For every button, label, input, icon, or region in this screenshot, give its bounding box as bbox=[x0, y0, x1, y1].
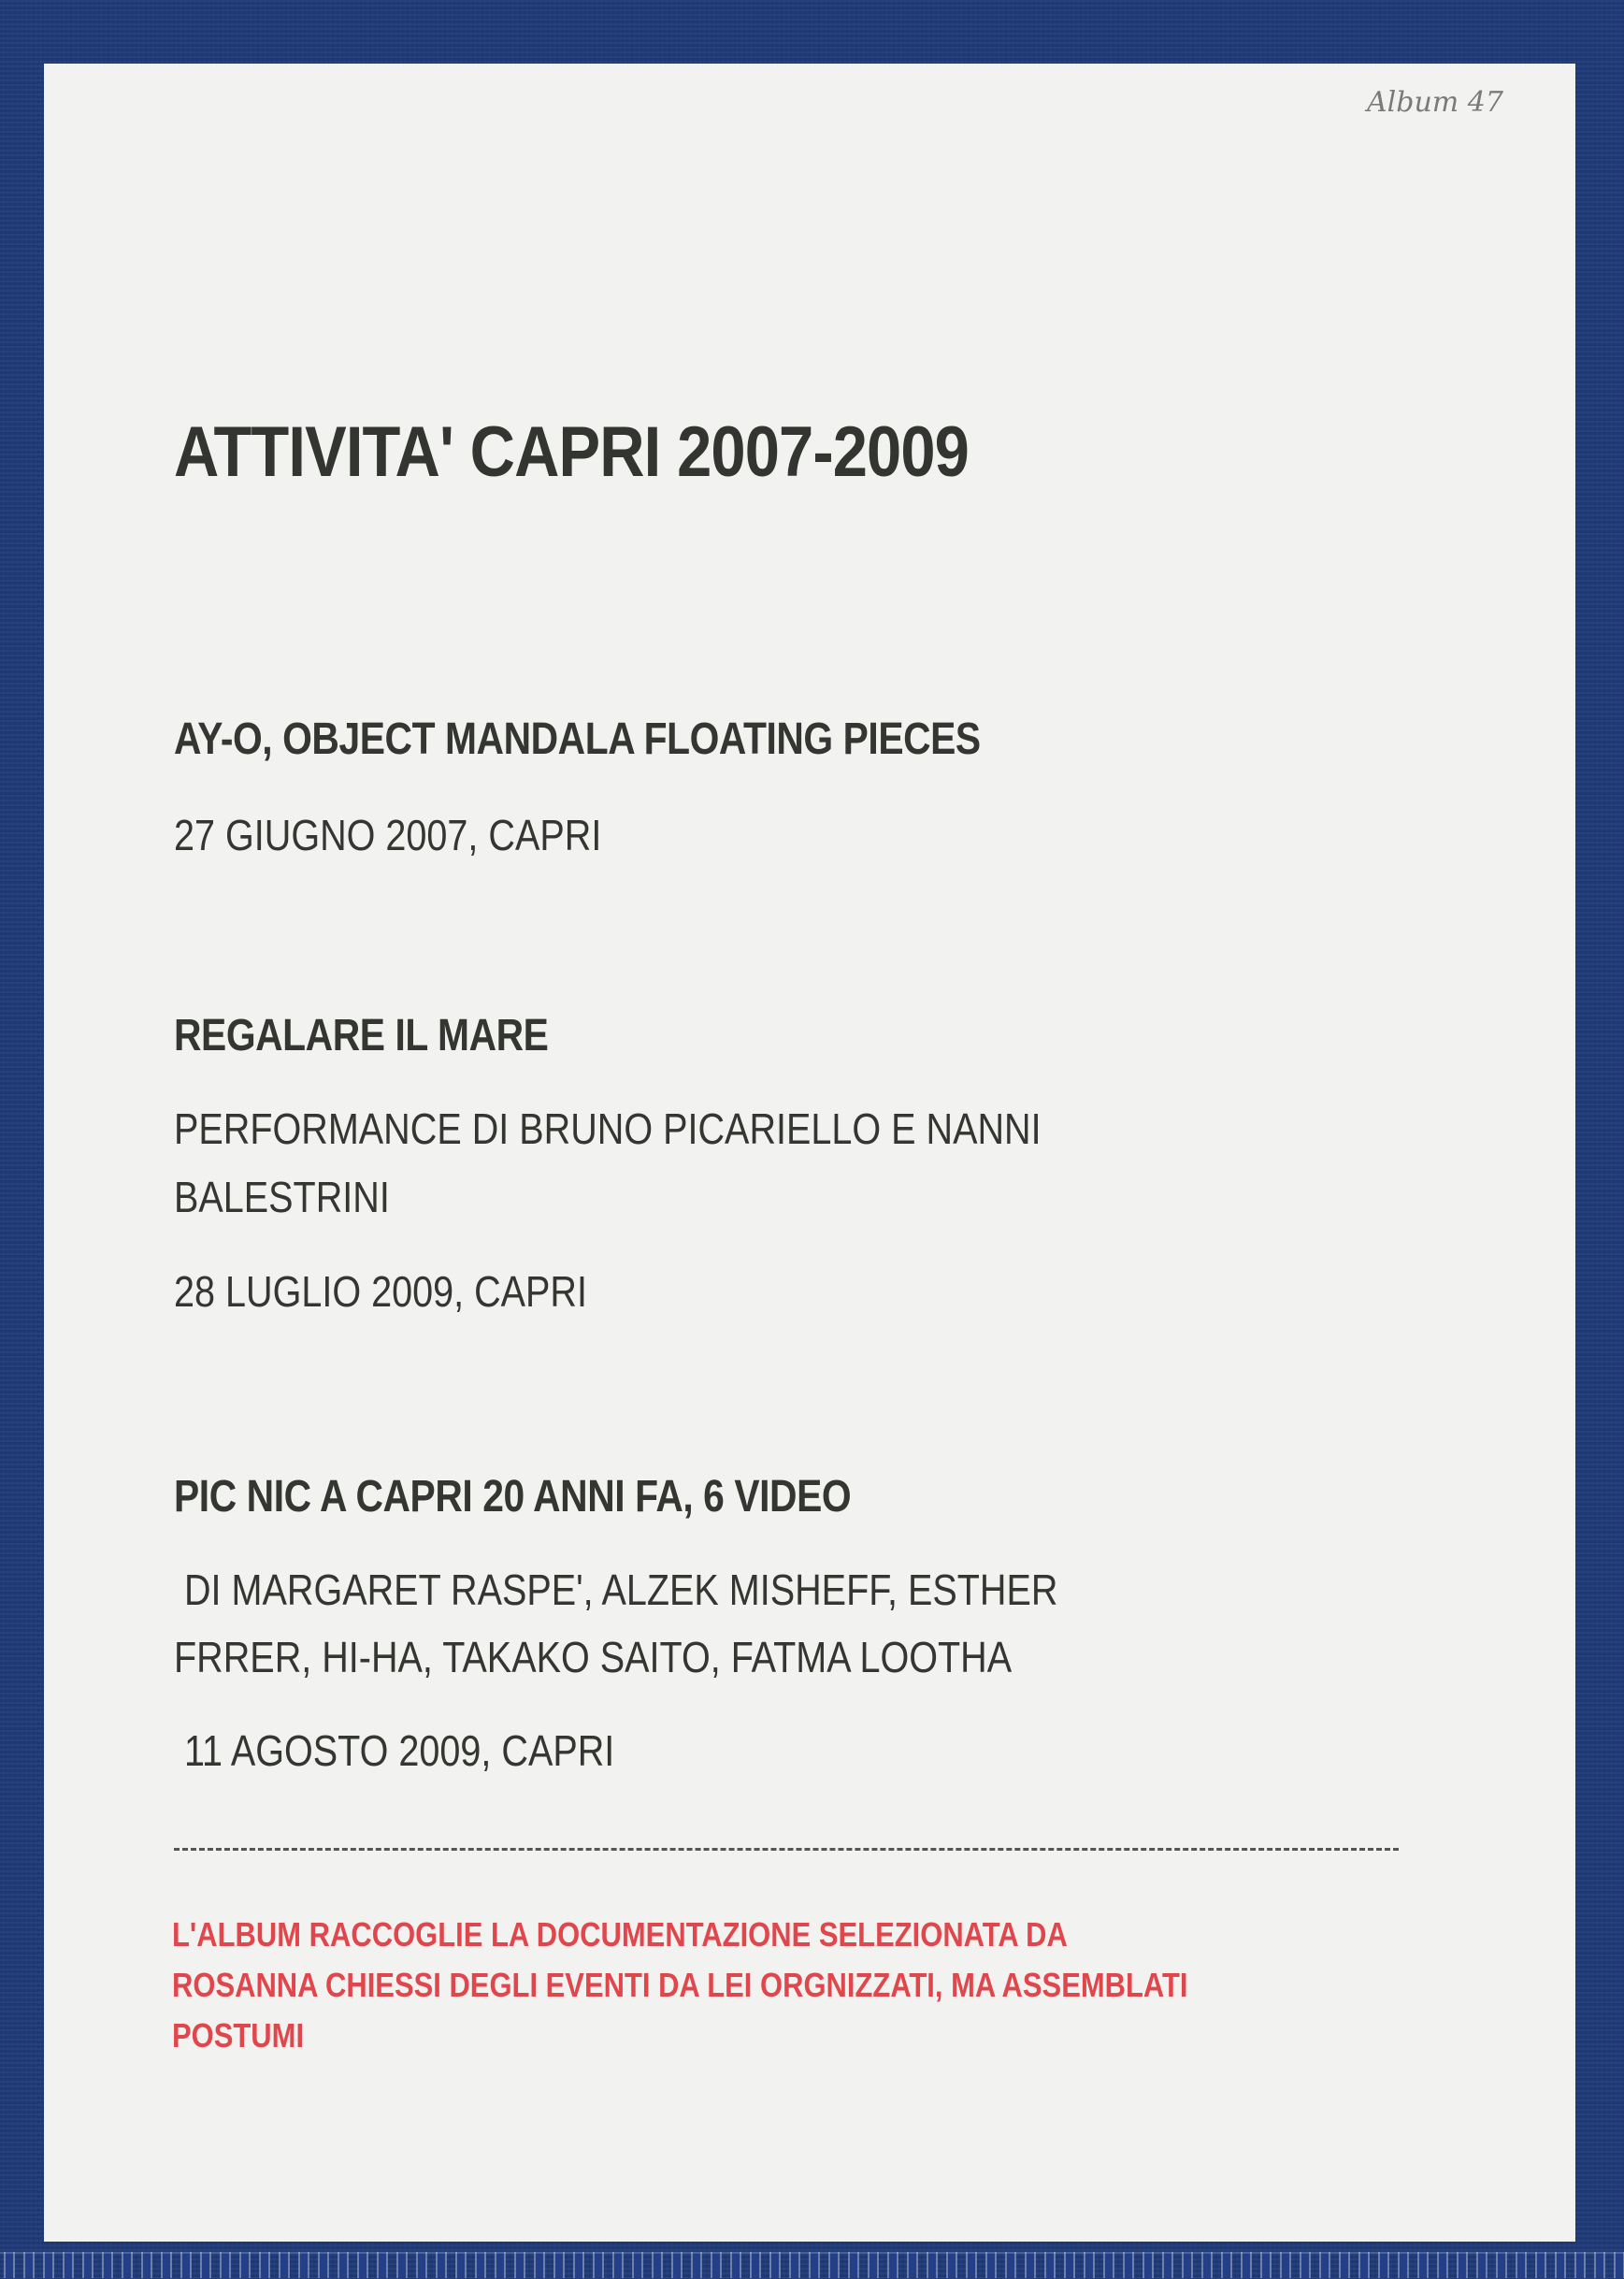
event-3-description-line-1: DI MARGARET RASPE', ALZEK MISHEFF, ESTHER bbox=[174, 1565, 1058, 1614]
event-3-heading: PIC NIC A CAPRI 20 ANNI FA, 6 VIDEO bbox=[174, 1472, 852, 1522]
event-2-description-line-2: BALESTRINI bbox=[174, 1173, 390, 1221]
note-line-2: ROSANNA CHIESSI DEGLI EVENTI DA LEI ORGNIZZATI, MA ASSEMBLATI bbox=[172, 1966, 1188, 2004]
binder-perforation-strip bbox=[0, 2252, 1624, 2278]
event-1-date: 27 GIUGNO 2007, CAPRI bbox=[174, 811, 602, 859]
event-1-heading: AY-O, OBJECT MANDALA FLOATING PIECES bbox=[174, 714, 981, 764]
event-3-description-line-2: FRRER, HI-HA, TAKAKO SAITO, FATMA LOOTHA bbox=[174, 1633, 1013, 1681]
handwritten-album-number: Album 47 bbox=[1367, 86, 1503, 119]
page-title: ATTIVITA' CAPRI 2007-2009 bbox=[174, 412, 969, 492]
separator-dashes bbox=[174, 1848, 1399, 1851]
note-line-1: L'ALBUM RACCOGLIE LA DOCUMENTAZIONE SELEZIONATA DA bbox=[172, 1915, 1068, 1954]
event-2-date: 28 LUGLIO 2009, CAPRI bbox=[174, 1267, 587, 1316]
event-3-date: 11 AGOSTO 2009, CAPRI bbox=[174, 1726, 615, 1775]
note-line-3: POSTUMI bbox=[172, 2016, 305, 2055]
event-2-heading: REGALARE IL MARE bbox=[174, 1011, 549, 1060]
event-2-description-line-1: PERFORMANCE DI BRUNO PICARIELLO E NANNI bbox=[174, 1104, 1042, 1153]
